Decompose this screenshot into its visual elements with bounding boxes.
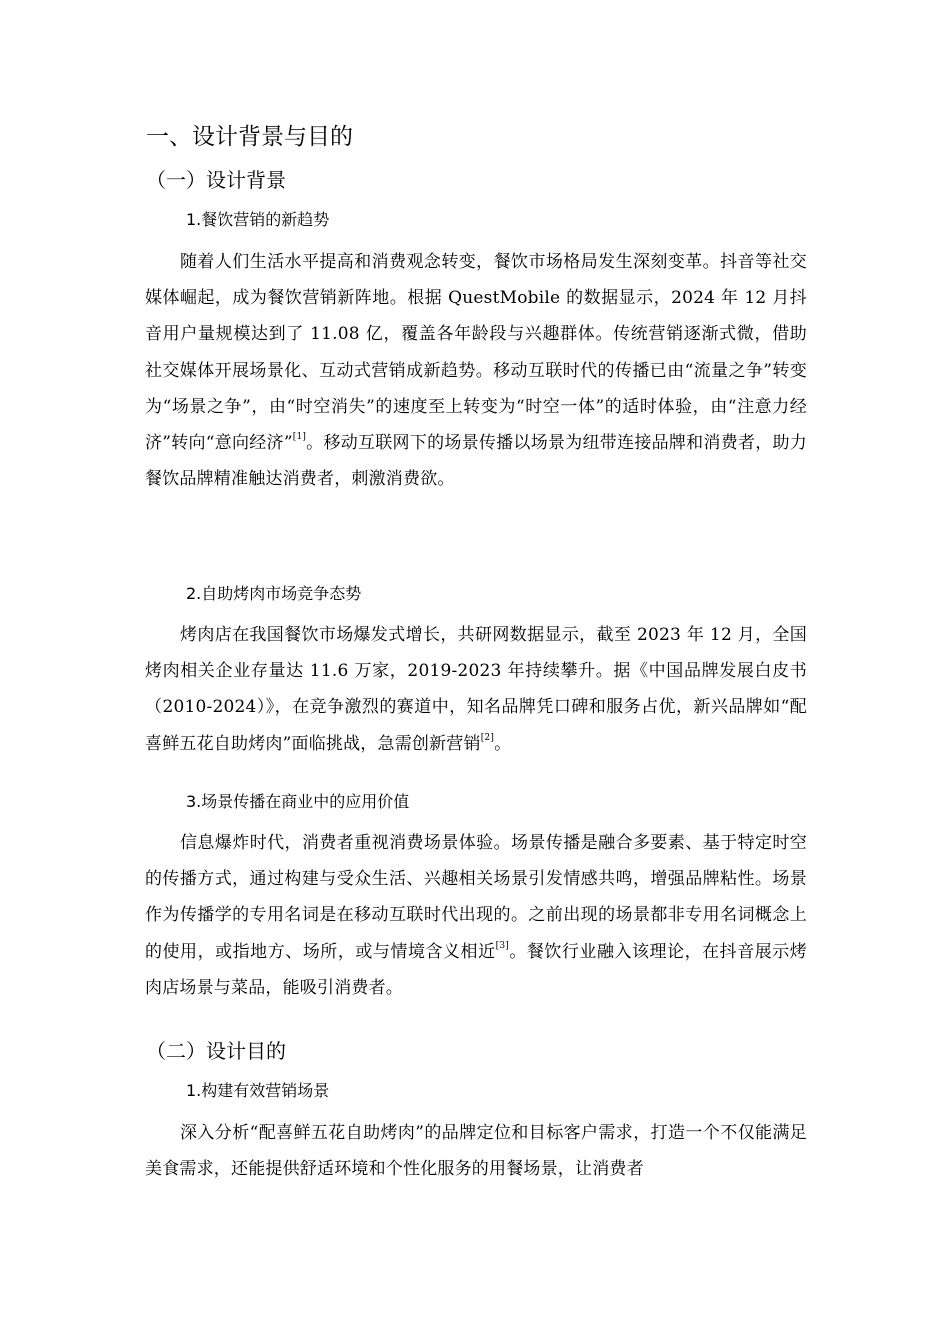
- subsection-heading-scene-value: 3.场景传播在商业中的应用价值: [186, 792, 410, 811]
- paragraph-text: 信息爆炸时代，消费者重视消费场景体验。场景传播是融合多要素、基于特定时空的传播方式，通过构建与受众生活、兴趣相关场景引发情感共鸣，增强品牌粘性。场景作为传播学的专用名词是在移动互联时代出现的。之前出现的场景都非专用名词概念上的使用，或指地方、场所，或与情境含义相近: [145, 833, 807, 962]
- citation-ref-2: [2]: [480, 732, 495, 743]
- subsection-heading-marketing-scene: 1.构建有效营销场景: [186, 1081, 330, 1100]
- subsection-heading-bbq-competition: 2.自助烤肉市场竞争态势: [186, 584, 362, 603]
- paragraph-text: 烤肉店在我国餐饮市场爆发式增长，共研网数据显示，截至 2023 年 12 月，全国烤肉相关企业存量达 11.6 万家，2019-2023 年持续攀升。据《中国品牌发展白皮书（2010-2024）》，在竞争激烈的赛道中，知名品牌凭口碑和服务占优，新兴品牌如“配喜鲜五花自助烤肉”面临挑战，急需创新营销: [145, 625, 807, 754]
- citation-ref-1: [1]: [292, 432, 307, 443]
- paragraph-text-continued: 。移动互联网下的场景传播以场景为纽带连接品牌和消费者，助力餐饮品牌精准触达消费者，刺激消费欲。: [145, 433, 807, 490]
- paragraph-text-continued: 。: [494, 733, 512, 754]
- section-heading-purpose: （二）设计目的: [146, 1039, 286, 1063]
- paragraph-catering-trend: [145, 244, 807, 497]
- subsection-heading-catering-trend: 1.餐饮营销的新趋势: [186, 210, 330, 229]
- paragraph-bbq-competition: [145, 617, 807, 762]
- citation-ref-3: [3]: [495, 940, 509, 951]
- paragraph-scene-value: [145, 825, 807, 1006]
- paragraph-marketing-scene: 深入分析“配喜鲜五花自助烤肉”的品牌定位和目标客户需求，打造一个不仅能满足美食需求，还能提供舒适环境和个性化服务的用餐场景，让消费者: [145, 1123, 807, 1180]
- paragraph-text-continued: 。餐饮行业融入该理论，在抖音展示烤肉店场景与菜品，能吸引消费者。: [145, 941, 808, 998]
- section-heading-background: （一）设计背景: [146, 168, 286, 192]
- chapter-heading: 一、设计背景与目的: [146, 124, 353, 150]
- paragraph-text: 随着人们生活水平提高和消费观念转变，餐饮市场格局发生深刻变革。抖音等社交媒体崛起，成为餐饮营销新阵地。根据 QuestMobile 的数据显示，2024 年 12 月抖音用户量规模达到了 11.08 亿，覆盖各年龄段与兴趣群体。传统营销逐渐式微，借助社交媒体开展场景化、互动式营销成新趋势。移动互联时代的传播已由“流量之争”转变为“场景之争”，由“时空消失”的速度至上转变为“时空一体”的适时体验，由“注意力经济”转向“意向经济”: [145, 252, 807, 454]
